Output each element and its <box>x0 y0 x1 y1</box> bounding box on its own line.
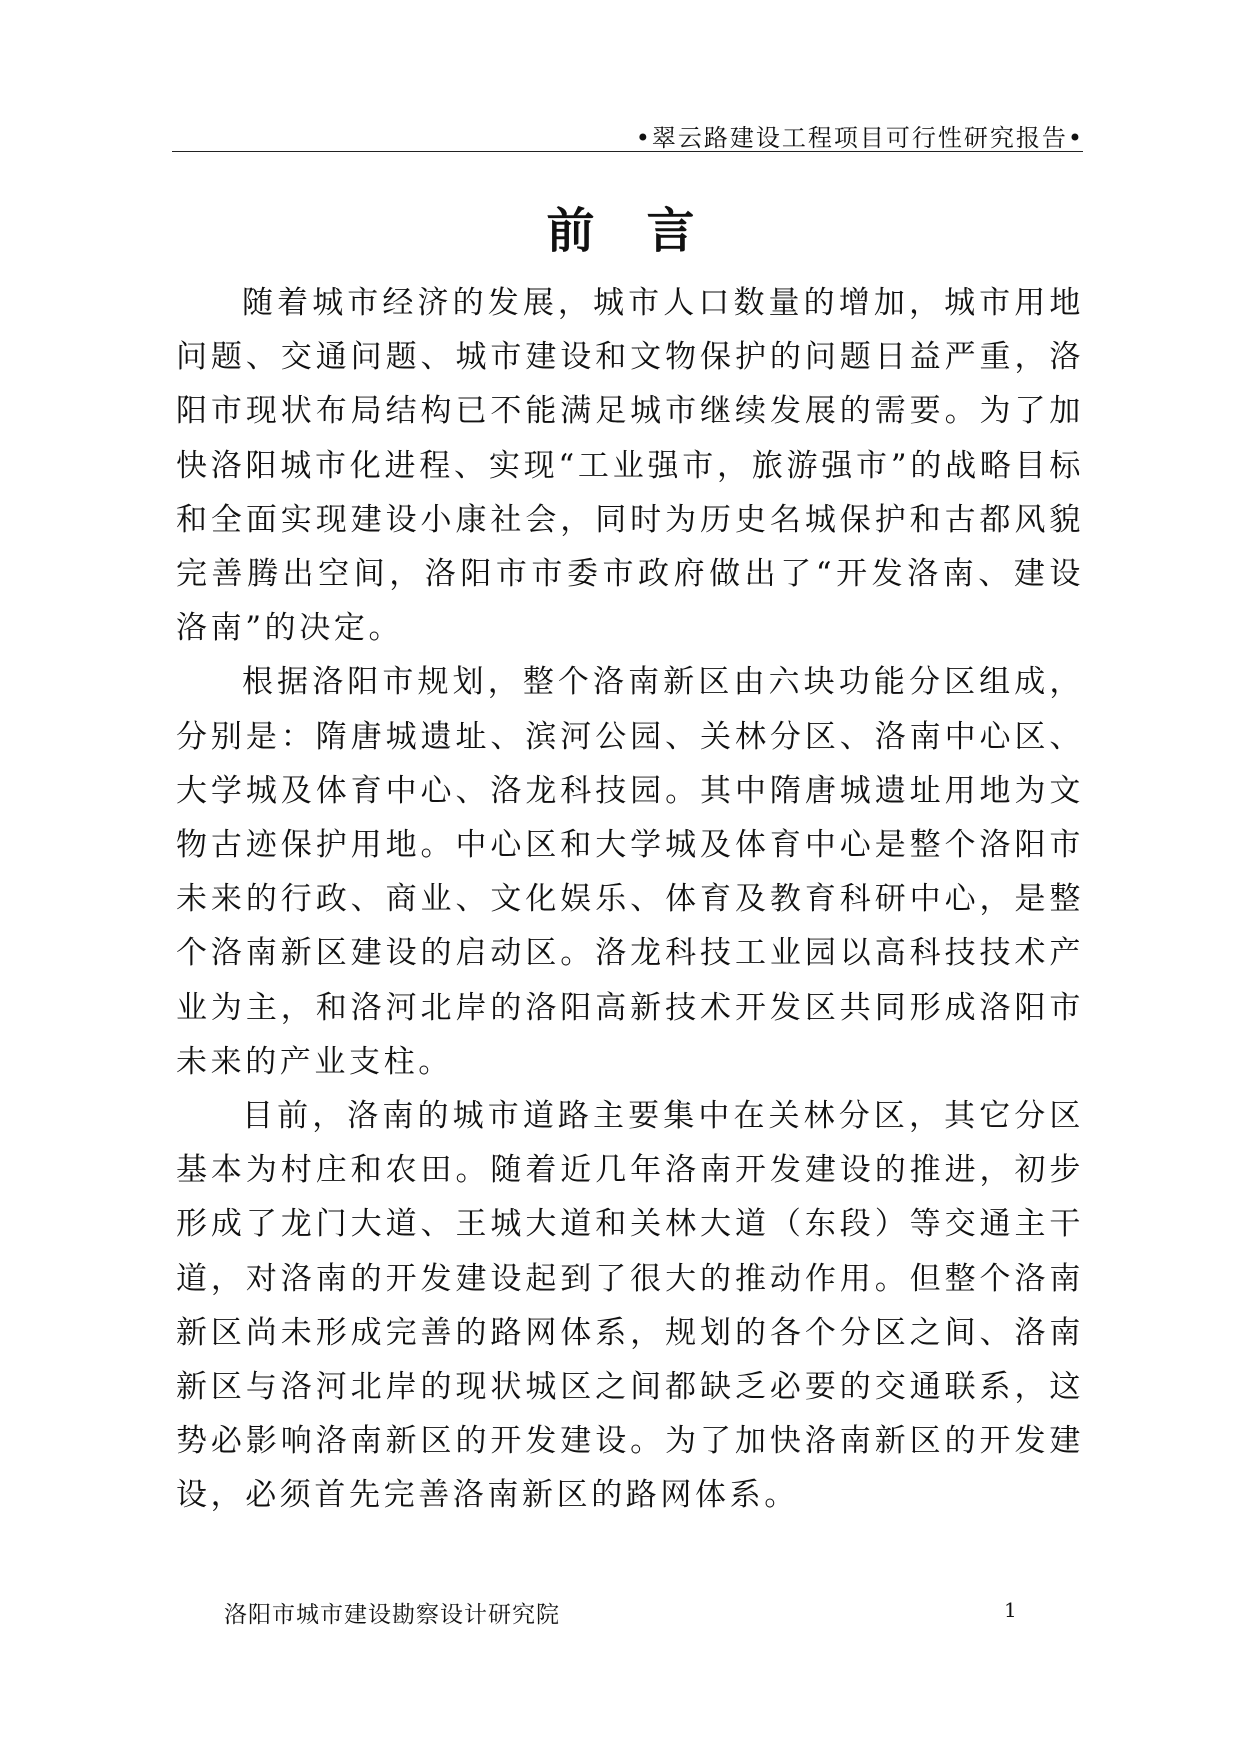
page-number: 1 <box>1004 1598 1017 1622</box>
paragraph: 随着城市经济的发展，城市人口数量的增加，城市用地问题、交通问题、城市建设和文物保护的问题日益严重，洛阳市现状布局结构已不能满足城市继续发展的需要。为了加快洛阳城市化进程、实现“工业强市，旅游强市”的战略目标和全面实现建设小康社会，同时为历史名城保护和古都风貌完善腾出空间，洛阳市市委市政府做出了“开发洛南、建设洛南”的决定。 <box>176 285 1084 647</box>
paragraph: 目前，洛南的城市道路主要集中在关林分区，其它分区基本为村庄和农田。随着近几年洛南开发建设的推进，初步形成了龙门大道、王城大道和关林大道（东段）等交通主干道，对洛南的开发建设起到了很大的推动作用。但整个洛南新区尚未形成完善的路网体系，规划的各个分区之间、洛南新区与洛河北岸的现状城区之间都缺乏必要的交通联系，这势必影响洛南新区的开发建设。为了加快洛南新区的开发建设，必须首先完善洛南新区的路网体系。 <box>176 1098 1084 1514</box>
running-header: •翠云路建设工程项目可行性研究报告• <box>635 124 1084 152</box>
header-rule <box>172 151 1083 152</box>
footer-organization: 洛阳市城市建设勘察设计研究院 <box>224 1602 560 1628</box>
paragraph: 根据洛阳市规划，整个洛南新区由六块功能分区组成，分别是：隋唐城遗址、滨河公园、关林分区、洛南中心区、大学城及体育中心、洛龙科技园。其中隋唐城遗址用地为文物古迹保护用地。中心区和大学城及体育中心是整个洛阳市未来的行政、商业、文化娱乐、体育及教育科研中心，是整个洛南新区建设的启动区。洛龙科技工业园以高科技技术产业为主，和洛河北岸的洛阳高新技术开发区共同形成洛阳市未来的产业支柱。 <box>176 664 1084 1080</box>
body-text <box>176 276 1084 1523</box>
page-title: 前言 <box>546 203 747 259</box>
